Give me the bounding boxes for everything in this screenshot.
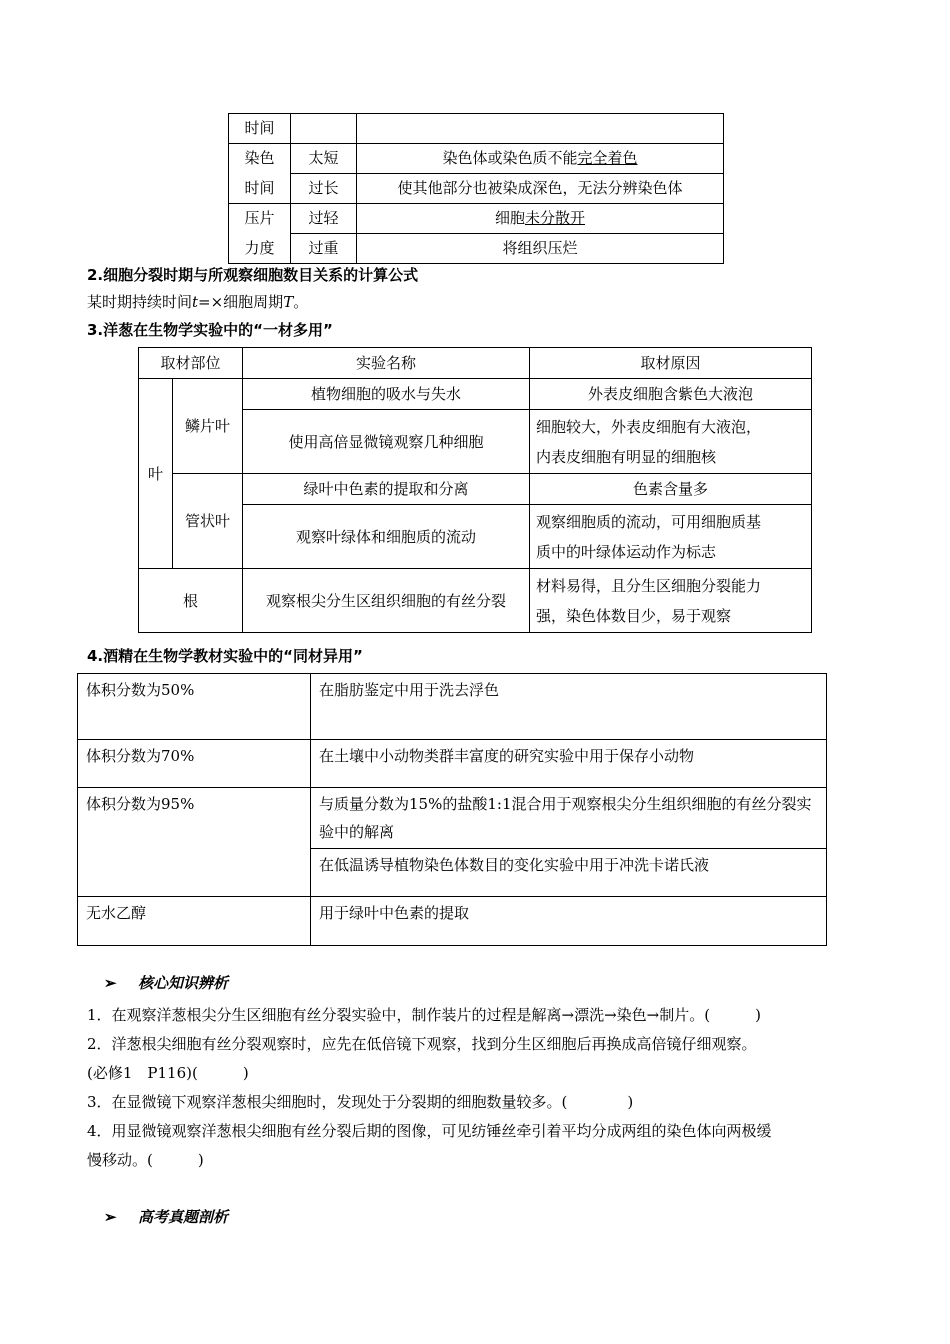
table-cell (357, 114, 724, 144)
table-cell: 在脂肪鉴定中用于洗去浮色 (311, 674, 827, 740)
cell-line: 观察细胞质的流动，可用细胞质基 (536, 512, 762, 531)
table-row (229, 234, 724, 264)
question-2-line-1: 2．洋葱根尖细胞有丝分裂观察时，应先在低倍镜下观察，找到分生区细胞后再换成高倍镜仔细观察。 (87, 1035, 757, 1053)
table-cell: 过长 (291, 174, 357, 204)
table-header: 实验名称 (243, 348, 530, 379)
formula-text (87, 291, 308, 313)
onion-material-table (138, 347, 812, 633)
table-cell: 体积分数为95% (78, 788, 311, 897)
section-title: 高考真题剖析 (138, 1208, 229, 1226)
table-row (139, 474, 812, 505)
section-core-knowledge (104, 972, 228, 994)
table-cell: 植物细胞的吸水与失水 (243, 379, 530, 410)
table-cell (291, 114, 357, 144)
cell-line: 质中的叶绿体运动作为标志 (536, 542, 717, 561)
section-exam-analysis (104, 1206, 228, 1228)
table-cell: 使其他部分也被染成深色，无法分辨染色体 (357, 174, 724, 204)
heading-3: 3.洋葱在生物学实验中的“一材多用” (87, 321, 333, 339)
table-row (139, 569, 812, 633)
table-row (78, 740, 827, 788)
table-cell: 染色 (229, 144, 291, 174)
formula-end: 。 (293, 293, 309, 311)
table-cell: 力度 (229, 234, 291, 264)
table-row (78, 788, 827, 849)
table-cell: 绿叶中色素的提取和分离 (243, 474, 530, 505)
table-cell (530, 505, 812, 569)
heading-2: 2.细胞分裂时期与所观察细胞数目关系的计算公式 (87, 266, 419, 284)
table-cell: 压片 (229, 204, 291, 234)
table-cell: 体积分数为50% (78, 674, 311, 740)
table-cell: 叶 (139, 379, 173, 569)
table-row (139, 348, 812, 379)
question-4-line-1: 4．用显微镜观察洋葱根尖细胞有丝分裂后期的图像，可见纺锤丝牵引着平均分成两组的染色体向两极缓 (87, 1122, 772, 1140)
formula-prefix: 某时期持续时间 (87, 293, 193, 311)
cell-line: 强，染色体数目少，易于观察 (536, 606, 732, 625)
table-cell: 根 (139, 569, 243, 633)
table-cell: 无水乙醇 (78, 897, 311, 946)
arrow-bullet-icon: ➢ (104, 1208, 117, 1226)
table-row (139, 379, 812, 410)
formula-T: T (283, 293, 294, 311)
table-cell: 时间 (229, 174, 291, 204)
heading-4: 4.酒精在生物学教材实验中的“同材异用” (87, 647, 363, 665)
table-cell: 外表皮细胞含紫色大液泡 (530, 379, 812, 410)
alcohol-usage-table (77, 673, 827, 946)
cell-line: 细胞较大，外表皮细胞有大液泡， (536, 417, 762, 436)
cell-text: 细胞 (494, 209, 525, 227)
formula-t: t (192, 293, 199, 311)
table-cell (357, 144, 724, 174)
cell-line: 内表皮细胞有明显的细胞核 (536, 447, 717, 466)
table-cell: 过重 (291, 234, 357, 264)
table-cell: 与质量分数为15%的盐酸1:1混合用于观察根尖分生组织细胞的有丝分裂实验中的解离 (311, 788, 827, 849)
cell-line: 材料易得，且分生区细胞分裂能力 (536, 576, 762, 595)
formula-mid: =×细胞周期 (198, 293, 284, 311)
table-cell: 用于绿叶中色素的提取 (311, 897, 827, 946)
table-cell: 在土壤中小动物类群丰富度的研究实验中用于保存小动物 (311, 740, 827, 788)
cell-text: 染色体或染色质不能 (442, 149, 578, 167)
table-cell: 使用高倍显微镜观察几种细胞 (243, 410, 530, 474)
table-cell: 体积分数为70% (78, 740, 311, 788)
section-title: 核心知识辨析 (138, 974, 229, 992)
table-header: 取材原因 (530, 348, 812, 379)
table-cell: 观察叶绿体和细胞质的流动 (243, 505, 530, 569)
table-cell: 将组织压烂 (357, 234, 724, 264)
table-cell: 观察根尖分生区组织细胞的有丝分裂 (243, 569, 530, 633)
table-cell: 色素含量多 (530, 474, 812, 505)
table-cell: 鳞片叶 (173, 379, 243, 474)
table-row (229, 114, 724, 144)
question-3: 3．在显微镜下观察洋葱根尖细胞时，发现处于分裂期的细胞数量较多。( ) (87, 1093, 634, 1111)
table-row (78, 897, 827, 946)
table-row (229, 204, 724, 234)
table-cell: 太短 (291, 144, 357, 174)
arrow-bullet-icon: ➢ (104, 974, 117, 992)
underlined-text: 完全着色 (577, 149, 638, 167)
table-cell (530, 410, 812, 474)
question-1: 1．在观察洋葱根尖分生区细胞有丝分裂实验中，制作装片的过程是解离→漂洗→染色→制片。( ) (87, 1006, 761, 1024)
table-cell: 在低温诱导植物染色体数目的变化实验中用于冲洗卡诺氏液 (311, 849, 827, 897)
question-2-line-2: (必修1 P116)( ) (87, 1064, 249, 1082)
table-cell: 管状叶 (173, 474, 243, 569)
table-cell (530, 569, 812, 633)
table-cell (357, 204, 724, 234)
underlined-text: 未分散开 (525, 209, 586, 227)
table-header: 取材部位 (139, 348, 243, 379)
table-cell: 时间 (229, 114, 291, 144)
question-4-line-2: 慢移动。( ) (87, 1151, 204, 1169)
staining-time-table (228, 113, 724, 264)
table-row (78, 674, 827, 740)
table-cell: 过轻 (291, 204, 357, 234)
table-row (229, 144, 724, 174)
table-row (229, 174, 724, 204)
